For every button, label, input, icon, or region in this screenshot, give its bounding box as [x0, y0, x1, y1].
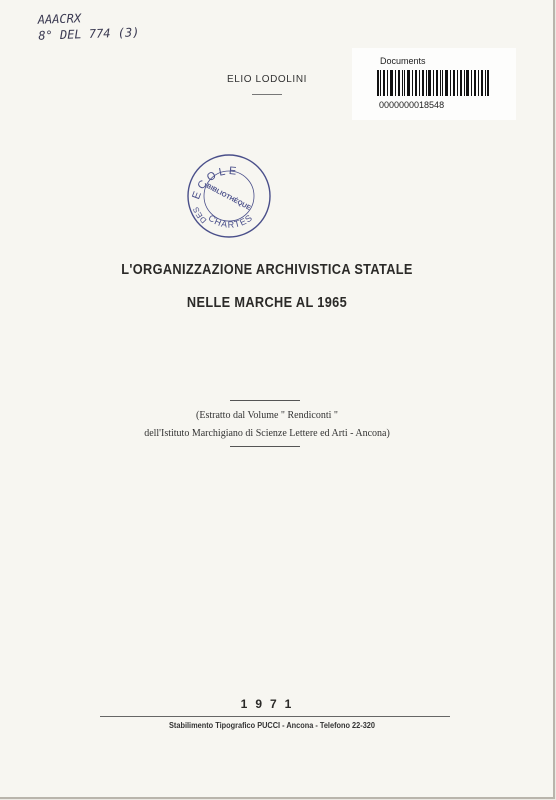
divider-top — [230, 400, 300, 401]
extract-line-1: (Estratto dal Volume " Rendiconti " — [196, 410, 338, 421]
extract-line-2: dell'Istituto Marchigiano di Scienze Lettere ed Arti - Ancona) — [144, 428, 390, 439]
barcode-title: Documents — [380, 56, 426, 66]
author-divider — [252, 94, 282, 95]
imprint-divider — [100, 716, 450, 717]
printer-imprint: Stabilimento Tipografico PUCCI - Ancona - Telefono 22-320 — [169, 721, 375, 730]
stamp-text-bottom: CHARTES — [206, 212, 255, 230]
divider-bottom — [230, 446, 300, 447]
title-line-2: NELLE MARCHE AL 1965 — [186, 295, 348, 311]
barcode-number: 0000000018548 — [379, 100, 445, 110]
svg-text:DES — [191, 206, 208, 225]
barcode-label — [352, 48, 516, 120]
handwritten-line-1: AAACRX — [37, 11, 82, 27]
author-name: ELIO LODOLINI — [226, 74, 308, 85]
library-stamp-icon — [185, 152, 273, 240]
title-line-1: L'ORGANIZZAZIONE ARCHIVISTICA STATALE — [121, 262, 413, 278]
handwritten-shelfmark — [37, 8, 139, 44]
stamp-text-center: BIBLIOTHÈQUE — [204, 182, 252, 212]
barcode-icon — [377, 70, 489, 96]
svg-text:CHARTES — [206, 212, 254, 229]
publication-year: 1971 — [240, 697, 300, 711]
stamp-text-left: DES — [191, 205, 209, 225]
stamp-text-top: ECOLE — [190, 164, 240, 201]
handwritten-line-2: 8° DEL 774 (3) — [38, 25, 140, 43]
